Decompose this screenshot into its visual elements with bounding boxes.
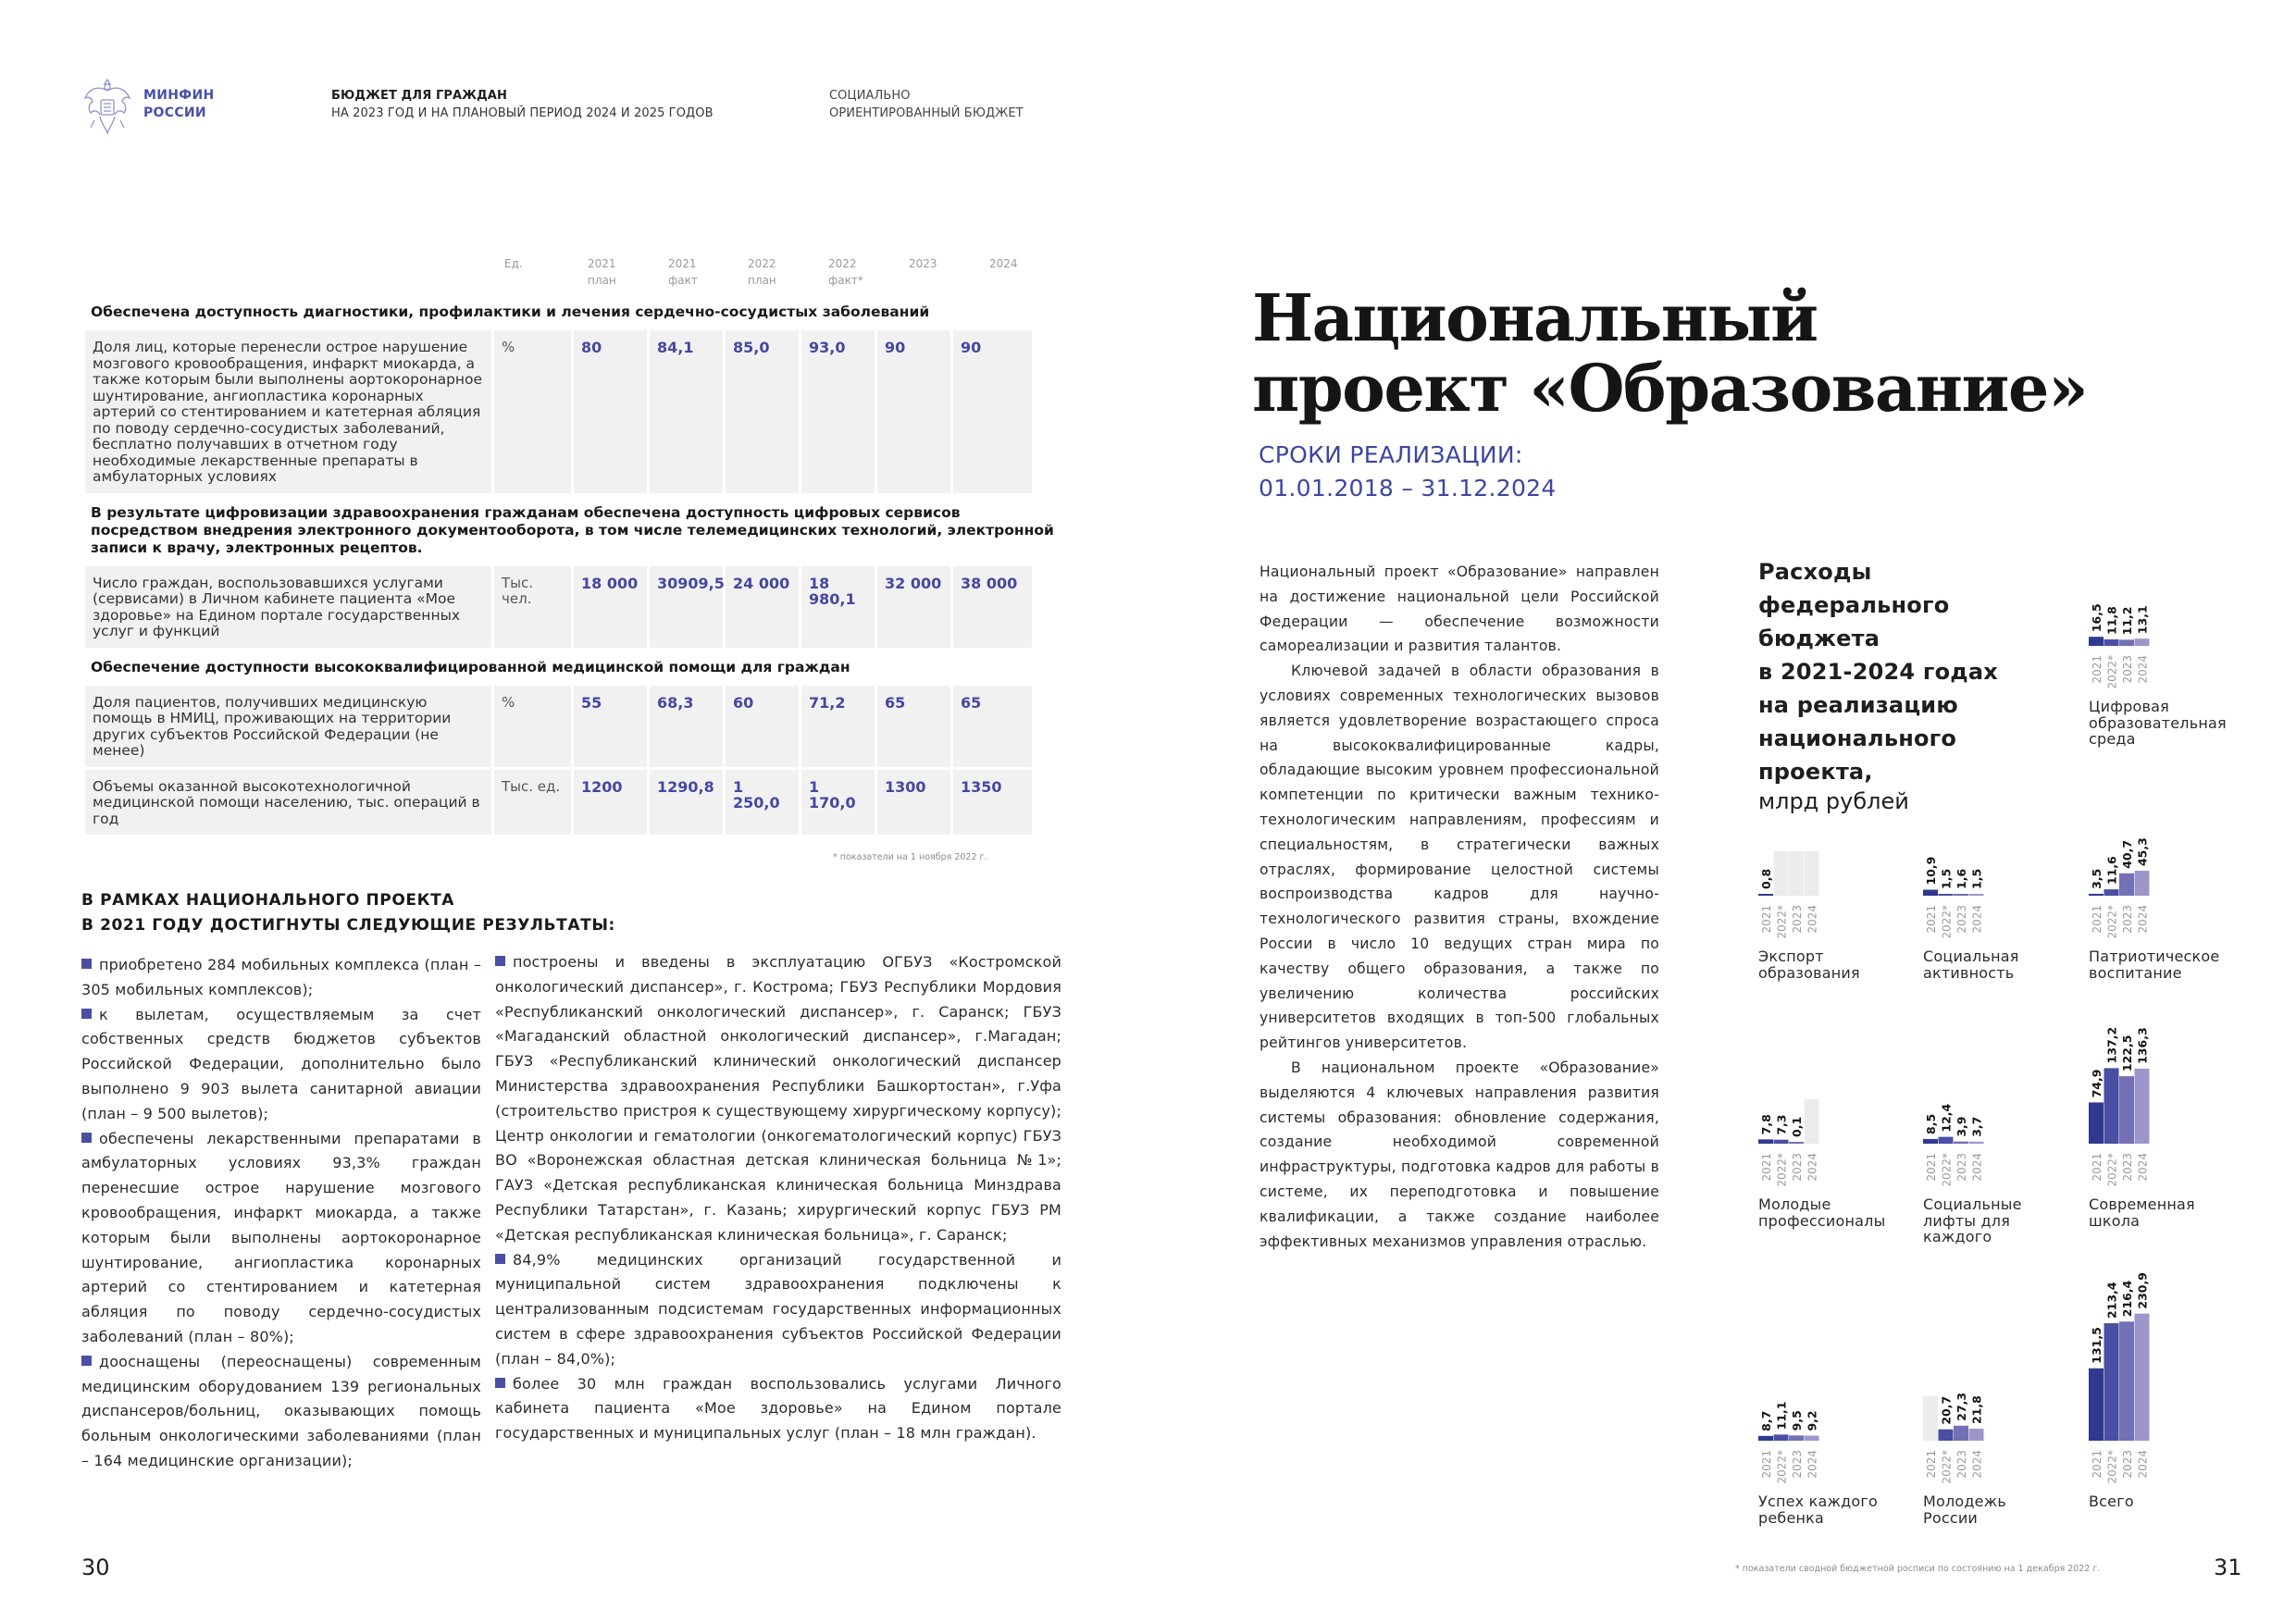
mini-chart-title: Современная школа	[2089, 1196, 2195, 1230]
bar	[1789, 1142, 1804, 1144]
year-tick-label: 2021	[2090, 905, 2104, 934]
year-tick-label: 2024	[1806, 905, 1819, 934]
bar-value-label: 136,3	[2135, 1027, 2150, 1064]
bar-value-label: 21,8	[1969, 1395, 1984, 1425]
column-header-2024: 2024	[989, 257, 1018, 270]
document-title-block	[331, 87, 714, 122]
mini-chart-svg	[2089, 1256, 2255, 1496]
year-tick-label: 2023	[2120, 655, 2134, 684]
mini-chart-title: Экспорт образования	[1758, 948, 1860, 982]
chart-footnote: * показатели сводной бюджетной росписи по состоянию на 1 декабря 2022 г.	[1735, 1564, 2101, 1574]
empty-bar-placeholder	[1805, 851, 1819, 896]
result-text: обеспечены лекарственными препаратами в амбулаторных условиях 93,3% граждан перенесшие острое нарушение мозгового кровообращения, инфаркт миокарда, а также которым были выполнены аортокоронарное шунтирование, ангиопластика коронарных артерий со стентированием и катетерная абляция по поводу сердечно-сосудистых заболеваний (план – 80%);	[81, 1129, 481, 1345]
year-tick-label: 2024	[1970, 905, 1984, 934]
mini-chart	[1923, 1256, 2090, 1527]
coat-of-arms-icon	[81, 76, 133, 137]
bar-value-label: 3,9	[1954, 1116, 1968, 1137]
year-tick-label: 2021	[1759, 905, 1773, 934]
bullet-square-icon	[81, 1356, 92, 1366]
document-title: БЮДЖЕТ ДЛЯ ГРАЖДАН	[331, 89, 507, 103]
year-tick-label: 2024	[1970, 1153, 1984, 1182]
mini-chart-title: Молодежь России	[1923, 1493, 2006, 1527]
value-2021-plan: 55	[574, 686, 647, 767]
bar-value-label: 0,8	[1758, 868, 1773, 889]
mini-chart	[2089, 711, 2255, 982]
column-header-2021-fact: 2021 факт	[668, 257, 698, 287]
result-text: к вылетам, осуществляемым за счет собственных средств бюджетов субъектов Российской Федерации, дополнительно было выполнено 9 903 вылета санитарной авиации (план – 9 500 вылетов);	[81, 1005, 481, 1122]
year-tick-label: 2021	[2090, 1153, 2104, 1182]
table-row	[85, 566, 1061, 648]
value-2022-plan: 60	[726, 686, 799, 767]
bar	[1774, 1140, 1789, 1144]
result-item	[495, 1372, 1061, 1446]
empty-bar-placeholder	[1805, 1099, 1819, 1144]
value-2023: 65	[877, 686, 950, 767]
bar	[2119, 639, 2134, 646]
bar	[2104, 639, 2119, 646]
table-section-title: Обеспечена доступность диагностики, профилактики и лечения сердечно-сосудистых заболеваний	[91, 304, 930, 320]
year-tick-label: 2024	[1806, 1153, 1819, 1182]
column-header-2022-fact: 2022 факт*	[828, 257, 863, 287]
mini-chart-svg	[1923, 711, 2090, 951]
bar	[1969, 894, 1984, 896]
mini-chart-title: Цифровая образовательная среда	[2089, 698, 2227, 748]
table-section-title: Обеспечение доступности высококвалифицированной медицинской помощи для граждан	[91, 658, 850, 675]
mini-chart	[2089, 1256, 2255, 1510]
mini-chart	[1923, 711, 2090, 982]
year-tick-label: 2022*	[2105, 1153, 2119, 1187]
bar	[1923, 1139, 1938, 1144]
column-header-2021-plan: 2021 план	[588, 257, 616, 287]
year-tick-label: 2021	[1924, 1450, 1938, 1479]
mini-chart-svg	[1923, 959, 2090, 1199]
bar	[2119, 1321, 2134, 1441]
year-tick-label: 2022*	[1940, 905, 1954, 939]
logo-text	[143, 87, 214, 122]
result-item	[495, 1248, 1061, 1372]
year-tick-label: 2021	[1924, 905, 1938, 934]
column-header-unit: Ед.	[504, 257, 523, 270]
bar-value-label: 7,3	[1774, 1114, 1789, 1135]
year-tick-label: 2023	[2120, 905, 2134, 934]
bar	[1774, 1434, 1789, 1441]
logo-line-1: МИНФИН	[143, 88, 215, 103]
table-row	[85, 330, 1061, 493]
year-tick-label: 2022*	[1775, 1450, 1789, 1484]
value-2021-plan: 80	[574, 330, 647, 493]
bar	[2119, 1076, 2134, 1144]
year-tick-label: 2024	[1806, 1450, 1819, 1479]
mini-chart-title: Молодые профессионалы	[1758, 1196, 1886, 1230]
value-2021-fact: 84,1	[650, 330, 723, 493]
indicator-name: Объемы оказанной высокотехнологичной медицинской помощи населению, тыс. операций в год	[85, 770, 491, 836]
indicator-unit: Тыс. ед.	[494, 770, 571, 836]
bar	[1954, 894, 1968, 896]
bar	[1969, 1429, 1984, 1441]
intro-paragraph: В национальном проекте «Образование» выделяются 4 ключевых направления развития системы образования: обновление содержания, создание необходимой современной инфраструктуры, подготовка кадров для работы в системе, их переподготовка и повышение квалификации, а также создание наиболее эффективных механизмов управления отраслью.	[1260, 1059, 1659, 1250]
year-tick-label: 2022*	[2105, 1450, 2119, 1484]
section-title-line-2: ОРИЕНТИРОВАННЫЙ БЮДЖЕТ	[829, 106, 1024, 120]
bar	[2135, 1069, 2150, 1144]
bar-value-label: 12,4	[1939, 1103, 1954, 1133]
mini-chart-title: Социальные лифты для каждого	[1923, 1196, 2022, 1245]
bar	[1969, 1142, 1984, 1144]
mini-chart-svg	[1923, 1256, 2090, 1496]
bar-value-label: 74,9	[2089, 1069, 2104, 1098]
year-tick-label: 2021	[1759, 1450, 1773, 1479]
value-2021-fact: 1290,8	[650, 770, 723, 836]
year-tick-label: 2023	[2120, 1450, 2134, 1479]
intro-paragraph: Ключевой задачей в области образования в условиях современных технологических вызовов является удовлетворение возрастающего спроса на высококвалифицированные кадры, обладающие высоким уровнем профессиональной компетенции по критически важным технико-технологическим направлениям, профессиям и специальностям, в стратегически важных отраслях, формирование целостной системы воспроизводства кадров для научно-технологического развития страны, вхождение России в число 10 ведущих стран мира по качеству общего образования, а также по увеличению количества российских университетов входящих в топ-500 глобальных рейтингов университетов.	[1260, 663, 1659, 1052]
bar-value-label: 16,5	[2089, 603, 2104, 633]
bar	[1758, 1139, 1773, 1144]
bar-value-label: 213,4	[2104, 1282, 2119, 1319]
bar-value-label: 137,2	[2104, 1026, 2119, 1064]
bar-value-label: 11,8	[2104, 606, 2119, 635]
indicators-table	[85, 255, 1061, 835]
mini-chart-svg	[1758, 711, 1925, 951]
mini-chart	[1758, 711, 1925, 982]
mini-chart-svg	[1758, 959, 1925, 1199]
bar	[2089, 894, 2104, 896]
value-2022-fact: 1 170,0	[801, 770, 875, 836]
column-header-2023: 2023	[909, 257, 937, 270]
bar-value-label: 13,1	[2135, 605, 2150, 635]
expenses-title: Расходы федерального бюджета в 2021-2024 годах на реализацию национального проекта,	[1758, 559, 1998, 785]
value-2024: 90	[953, 330, 1032, 493]
value-2021-fact: 68,3	[650, 686, 723, 767]
table-footnote: * показатели на 1 ноября 2022 г.	[833, 852, 987, 862]
result-item	[81, 1003, 481, 1127]
page-number-right: 31	[2214, 1555, 2242, 1580]
table-row	[85, 686, 1061, 767]
bar	[1805, 1436, 1819, 1441]
mini-chart-title: Патриотическое воспитание	[2089, 948, 2220, 982]
result-text: построены и введены в эксплуатацию ОГБУЗ «Костромской онкологический диспансер», г. Кострома; ГБУЗ Республики Мордовия «Республиканский онкологический диспансер», г. Саранск; ГБУЗ «Магаданский областной онкологический диспансер», г.Магадан; ГБУЗ «Республиканский клинический онкологический диспансер Министерства здравоохранения Республики Башкортостан», г.Уфа (строительство пристроя к существующему хирургическому корпусу); Центр онкологии и гематологии (онкогематологический корпус) ГБУЗ ВО «Воронежская областная детская клиническая больница №1»; ГАУЗ «Детская республиканская клиническая больница Минздрава Республики Татарстан», г. Казань; хирургический корпус ГБУЗ РМ «Детская республиканская клиническая больница», г. Саранск;	[495, 953, 1061, 1244]
bullet-square-icon	[495, 1378, 505, 1388]
value-2022-fact: 93,0	[801, 330, 875, 493]
bar	[2089, 637, 2104, 646]
bar-value-label: 40,7	[2119, 839, 2134, 869]
section-title-block	[829, 87, 1024, 122]
value-2022-fact: 71,2	[801, 686, 875, 767]
intro-paragraph: Национальный проект «Образование» направлен на достижение национальной цели Российской Федерации — обеспечение возможности самореализации и развития талантов.	[1260, 564, 1659, 655]
expenses-unit: млрд рублей	[1758, 788, 1909, 814]
bullet-square-icon	[81, 959, 92, 969]
year-tick-label: 2023	[1790, 905, 1804, 934]
value-2023: 90	[877, 330, 950, 493]
year-tick-label: 2023	[1955, 1153, 1968, 1182]
value-2024: 1350	[953, 770, 1032, 836]
mini-chart	[1758, 1256, 1925, 1527]
year-tick-label: 2024	[2136, 905, 2150, 934]
bar-value-label: 216,4	[2119, 1280, 2134, 1318]
bar-value-label: 8,5	[1923, 1113, 1938, 1134]
mini-chart-svg	[2089, 461, 2255, 701]
bar-value-label: 1,6	[1954, 868, 1968, 889]
result-item	[81, 1350, 481, 1474]
bar	[1923, 890, 1938, 896]
bar	[1758, 1436, 1773, 1441]
bullet-square-icon	[495, 1254, 505, 1264]
indicator-unit: %	[494, 686, 571, 767]
bar-value-label: 11,1	[1774, 1401, 1789, 1431]
value-2022-fact: 18 980,1	[801, 566, 875, 648]
bar	[1758, 894, 1773, 896]
indicator-unit: %	[494, 330, 571, 493]
year-tick-label: 2022*	[1940, 1450, 1954, 1484]
bar-value-label: 230,9	[2135, 1272, 2150, 1309]
document-subtitle: НА 2023 ГОД И НА ПЛАНОВЫЙ ПЕРИОД 2024 И 2025 ГОДОВ	[331, 106, 714, 120]
bullet-square-icon	[81, 1009, 92, 1019]
indicator-unit: Тыс. чел.	[494, 566, 571, 648]
year-tick-label: 2021	[2090, 655, 2104, 684]
bar	[1939, 1137, 1954, 1144]
logo-line-2: РОССИИ	[143, 105, 206, 120]
mini-chart	[2089, 959, 2255, 1230]
result-item	[81, 1127, 481, 1350]
value-2022-plan: 85,0	[726, 330, 799, 493]
year-tick-label: 2024	[2136, 1153, 2150, 1182]
result-text: 84,9% медицинских организаций государственной и муниципальной систем здравоохранения подключены к централизованным подсистемам государственных информационных систем в сфере здравоохранения субъектов Российской Федерации (план – 84,0%);	[495, 1250, 1061, 1368]
result-text: более 30 млн граждан воспользовались услугами Личного кабинета пациента «Мое здоровье» на Едином портале государственных и муниципальных услуг (план – 18 млн граждан).	[495, 1374, 1061, 1443]
year-tick-label: 2021	[2090, 1450, 2104, 1479]
bullet-square-icon	[81, 1133, 92, 1143]
year-tick-label: 2024	[2136, 655, 2150, 684]
bar	[1954, 1426, 1968, 1441]
value-2022-plan: 1 250,0	[726, 770, 799, 836]
mini-chart-title: Социальная активность	[1923, 948, 2019, 982]
year-tick-label: 2021	[1759, 1153, 1773, 1182]
result-item	[81, 953, 481, 1003]
year-tick-label: 2022*	[1775, 1153, 1789, 1187]
bar-value-label: 3,7	[1969, 1116, 1984, 1137]
value-2022-plan: 24 000	[726, 566, 799, 648]
year-tick-label: 2023	[1790, 1153, 1804, 1182]
results-title-line-1: В РАМКАХ НАЦИОНАЛЬНОГО ПРОЕКТА	[81, 891, 455, 910]
bar-value-label: 131,5	[2089, 1327, 2104, 1364]
value-2023: 32 000	[877, 566, 950, 648]
bar-value-label: 7,8	[1758, 1114, 1773, 1135]
table-section-title: В результате цифровизации здравоохранения гражданам обеспечена доступность цифровых сервисов посредством внедрения электронного документооборота, в том числе телемедицинских технологий, электронной записи к врачу, электронных рецептов.	[91, 503, 1054, 556]
indicator-name: Число граждан, воспользовавшихся услугами (сервисами) в Личном кабинете пациента «Мое здоровье» на Едином портале государственных услуг и функций	[85, 566, 491, 648]
bar	[2119, 873, 2134, 896]
mini-chart-svg	[2089, 959, 2255, 1199]
results-title	[81, 888, 615, 938]
year-tick-label: 2023	[1790, 1450, 1804, 1479]
year-tick-label: 2024	[1970, 1450, 1984, 1479]
section-title-line-1: СОЦИАЛЬНО	[829, 89, 911, 103]
results-title-line-2: В 2021 ГОДУ ДОСТИГНУТЫ СЛЕДУЮЩИЕ РЕЗУЛЬТАТЫ:	[81, 916, 615, 935]
bar-value-label: 9,2	[1805, 1410, 1819, 1431]
table-row	[85, 770, 1061, 836]
bar-value-label: 45,3	[2135, 837, 2150, 867]
bar	[2104, 1068, 2119, 1144]
year-tick-label: 2021	[1924, 1153, 1938, 1182]
value-2021-plan: 18 000	[574, 566, 647, 648]
bar	[2104, 1323, 2119, 1441]
bar	[2135, 871, 2150, 896]
result-text: приобретено 284 мобильных комплекса (план – 305 мобильных комплексов);	[81, 956, 481, 998]
mini-chart-svg	[2089, 711, 2255, 951]
year-tick-label: 2024	[2136, 1450, 2150, 1479]
bar-value-label: 11,6	[2104, 856, 2119, 886]
year-tick-label: 2022*	[1775, 905, 1789, 939]
year-tick-label: 2022*	[2105, 905, 2119, 939]
bar-value-label: 1,5	[1969, 868, 1984, 889]
bar	[2135, 1314, 2150, 1441]
bar-value-label: 27,3	[1954, 1392, 1968, 1421]
bar-value-label: 122,5	[2119, 1035, 2134, 1072]
bar-value-label: 1,5	[1939, 868, 1954, 889]
indicator-name: Доля лиц, которые перенесли острое нарушение мозгового кровообращения, инфаркт миокарда, а также которым были выполнены аортокоронарное шунтирование, ангиопластика коронарных артерий со стентированием и катетерная абляция по поводу сердечно-сосудистых заболеваний, бесплатно получавших в отчетном году необходимые лекарственные препараты в амбулаторных условиях	[85, 330, 491, 493]
year-tick-label: 2023	[1955, 1450, 1968, 1479]
empty-bar-placeholder	[1774, 851, 1789, 896]
bar	[1939, 894, 1954, 896]
results-column-1	[81, 953, 481, 1474]
bar-value-label: 3,5	[2089, 868, 2104, 889]
mini-chart-title: Успех каждого ребенка	[1758, 1493, 1878, 1527]
mini-chart	[1923, 959, 2090, 1245]
mini-chart-svg	[1758, 1256, 1925, 1496]
value-2024: 38 000	[953, 566, 1032, 648]
empty-bar-placeholder	[1789, 851, 1804, 896]
result-item	[495, 950, 1061, 1248]
indicator-name: Доля пациентов, получивших медицинскую помощь в НМИЦ, проживающих на территории других субъектов Российской Федерации (не менее)	[85, 686, 491, 767]
table-header	[85, 255, 1061, 296]
year-tick-label: 2023	[2120, 1153, 2134, 1182]
bar	[1789, 1435, 1804, 1441]
year-tick-label: 2022*	[2105, 655, 2119, 689]
bar-value-label: 9,5	[1789, 1410, 1804, 1431]
bar-value-label: 8,7	[1758, 1410, 1773, 1431]
mini-chart	[2089, 461, 2255, 748]
bar	[2089, 1369, 2104, 1441]
value-2021-fact: 30909,5	[650, 566, 723, 648]
bar-value-label: 11,2	[2119, 606, 2134, 636]
value-2021-plan: 1200	[574, 770, 647, 836]
bar-value-label: 0,1	[1789, 1116, 1804, 1137]
implementation-dates: СРОКИ РЕАЛИЗАЦИИ: 01.01.2018 – 31.12.2024	[1259, 441, 1557, 502]
empty-bar-placeholder	[1923, 1396, 1938, 1441]
bar	[1939, 1430, 1954, 1441]
intro-text	[1260, 560, 1659, 1254]
result-text: дооснащены (переоснащены) современным медицинским оборудованием 139 региональных диспансеров/больниц, оказывающих помощь больным онкологическими заболеваниями (план – 164 медицинские организации);	[81, 1352, 481, 1469]
value-2024: 65	[953, 686, 1032, 767]
bar	[2089, 1102, 2104, 1144]
mini-chart	[1758, 959, 1925, 1230]
results-column-2	[495, 950, 1061, 1446]
bar	[1954, 1142, 1968, 1144]
bar	[2135, 638, 2150, 646]
bullet-square-icon	[495, 956, 505, 966]
mini-chart-title: Всего	[2089, 1493, 2134, 1510]
page-title: Национальный проект «Образование»	[1252, 279, 2088, 427]
year-tick-label: 2022*	[1940, 1153, 1954, 1187]
bar-value-label: 10,9	[1923, 856, 1938, 886]
bar	[2104, 889, 2119, 896]
page-number-left: 30	[81, 1555, 110, 1580]
value-2023: 1300	[877, 770, 950, 836]
year-tick-label: 2023	[1955, 905, 1968, 934]
column-header-2022-plan: 2022 план	[748, 257, 776, 287]
bar-value-label: 20,7	[1939, 1395, 1954, 1425]
